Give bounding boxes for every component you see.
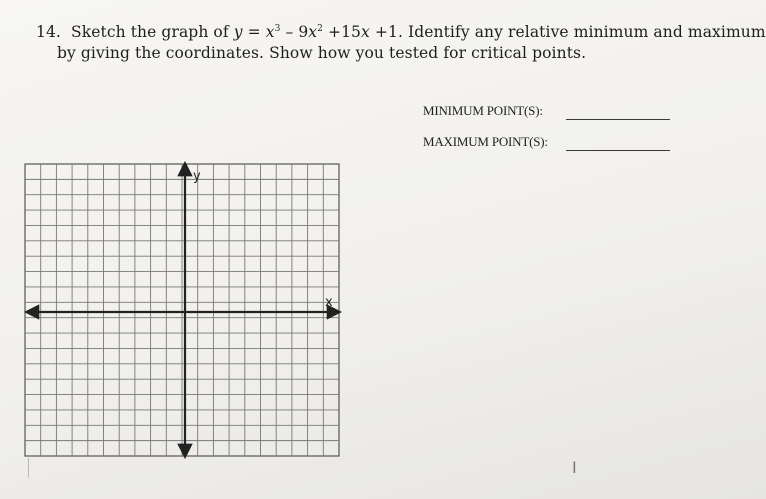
x-axis-label: x xyxy=(325,295,333,310)
minimum-answer-row xyxy=(423,103,543,119)
minimum-label: MINIMUM POINT(S): xyxy=(423,103,543,118)
eq-y: y xyxy=(233,23,243,41)
eq-constant: +1 xyxy=(369,23,398,41)
maximum-answer-row xyxy=(423,134,548,150)
question-instruction: . Identify any relative minimum and maximum xyxy=(397,23,766,41)
eq-exponent-2: 2 xyxy=(317,24,323,34)
eq-x-linear: x xyxy=(361,23,370,41)
question-line-2: by giving the coordinates. Show how you tested for critical points. xyxy=(57,44,587,62)
y-axis-label: y xyxy=(193,169,201,184)
page-edge-line xyxy=(28,458,29,478)
question-line-1 xyxy=(36,22,766,43)
eq-x-cubed: x xyxy=(265,23,275,41)
coordinate-plane xyxy=(17,160,347,460)
equation xyxy=(234,23,398,41)
eq-term-15: +15 xyxy=(322,23,362,41)
text-cursor-icon: I xyxy=(572,458,577,477)
question-lead: Sketch the graph of xyxy=(71,23,234,41)
eq-equals: = xyxy=(242,23,266,41)
question-number: 14. xyxy=(36,23,61,41)
coordinate-grid[interactable] xyxy=(17,160,347,460)
eq-term-9: – 9 xyxy=(280,23,309,41)
maximum-label: MAXIMUM POINT(S): xyxy=(423,134,548,149)
maximum-answer-blank[interactable] xyxy=(566,150,670,151)
eq-exponent-3: 3 xyxy=(274,24,281,34)
grid-lines xyxy=(25,164,339,456)
minimum-answer-blank[interactable] xyxy=(566,119,670,120)
question-text xyxy=(36,22,766,64)
eq-x-squared: x xyxy=(308,23,318,41)
